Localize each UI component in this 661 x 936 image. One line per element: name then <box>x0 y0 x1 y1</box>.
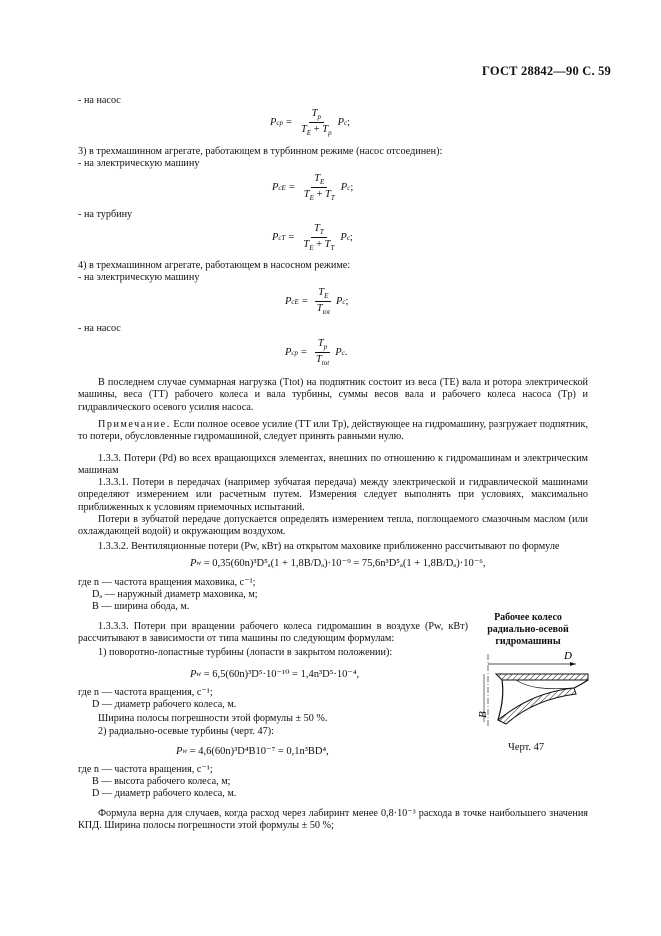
text-line: - на турбину <box>78 209 133 220</box>
text-line: - на насос <box>78 323 121 334</box>
text-line: Ширина полосы погрешности этой формулы ± 50 %. <box>98 713 328 724</box>
text-line: 2) радиально-осевые турбины (черт. 47): <box>98 726 274 737</box>
formula-pct: P cT = $\frac{T_T}{T_E + T_T}$ P c ; <box>272 223 353 253</box>
figure-caption: Черт. 47 <box>508 742 545 753</box>
gear-paragraph: Потери в зубчатой передаче допускается определять измерением тепла, поглощаемого смазочным маслом (или охлаждающей водой) и окружающим воздухом. <box>78 514 588 538</box>
section-1-3-3-1: 1.3.3.1. Потери в передачах (например зубчатая передача) между электрической и гидравлической машинами определяют измерением или расчетным путем. Измерения следует выполнять при условиях, максимально приближенных к условиям приемочных испытаний. <box>78 477 588 513</box>
blade-inlet <box>498 680 503 720</box>
text-line: - на электрическую машину <box>78 272 200 283</box>
paragraph-last-case: В последнем случае суммарная нагрузка (Ttot) на подпятник состоит из веса (TE) вала и ротора электрической машины, веса (TT) рабочего колеса и вала турбины, суммы весов вала и рабочего колеса насоса (Tp) и гидравлического осевого усилия насоса. <box>78 377 588 413</box>
section-1-3-3: 1.3.3. Потери (Pd) во всех вращающихся элементах, внешних по отношению к гидромашинам и электрическим машинам <box>78 453 588 477</box>
blade-curve <box>516 680 574 689</box>
blade-outlet <box>574 680 588 688</box>
label-d: D <box>564 650 572 662</box>
where-line: где n — частота вращения, с⁻¹; <box>78 764 213 775</box>
text-line: - на насос <box>78 95 121 106</box>
formula-pw-flywheel: P w = 0,35(60n)³D⁵ₐ(1 + 1,8B/Dₐ)·10⁻⁹ = 75,6n³D⁵ₐ(1 + 1,8B/Dₐ)·10⁻⁶, <box>190 557 486 569</box>
runner-band <box>498 688 576 724</box>
figure-title: Рабочее колесо радиально-осевой гидромашины <box>487 612 569 647</box>
label-b: B <box>477 711 489 718</box>
formula-pce-1: P cE = $\frac{T_E}{T_E + T_T}$ P c ; <box>272 173 354 203</box>
section-1-3-3-3: 1.3.3.3. Потери при вращении рабочего колеса гидромашин в воздухе (Pw, кВт) рассчитывают в зависимости от типа машины по следующим формулам: <box>78 621 468 645</box>
text-line: 1) поворотно-лопастные турбины (лопасти в закрытом положении): <box>98 647 393 658</box>
where-line: Dₐ — наружный диаметр маховика, м; <box>92 589 258 600</box>
note-text: Если полное осевое усилие (TT или Tp), действующее на гидромашину, разгружает подпятник, то потери, обусловленные гидромашиной, следует принять равными нулю. <box>78 419 589 443</box>
text-line: - на электрическую машину <box>78 158 200 169</box>
where-line: B — ширина обода, м. <box>92 601 190 612</box>
where-line: B — высота рабочего колеса, м; <box>92 776 231 787</box>
where-line: где n — частота вращения, с⁻¹; <box>78 687 213 698</box>
text-line: 4) в трехмашинном агрегате, работающем в насосном режиме: <box>78 260 351 271</box>
where-line: где n — частота вращения маховика, с⁻¹; <box>78 577 256 588</box>
note-label: Примечание. <box>98 419 171 430</box>
formula-pce-2: P cE = $\frac{T_E}{T_{tot}}$ P c ; <box>285 287 349 317</box>
formula-pcp-2: P cp = $\frac{T_p}{T_{tot}}$ P c . <box>285 338 348 368</box>
page-header: ГОСТ 28842—90 С. 59 <box>482 64 611 78</box>
note-paragraph <box>78 419 588 444</box>
runner-crown <box>496 674 588 680</box>
section-1-3-3-2: 1.3.3.2. Вентиляционные потери (Pw, кВт) на открытом маховике приближенно рассчитывают по формуле <box>98 541 560 552</box>
formula-pw-kaplan: P w = 6,5(60n)³D⁵·10⁻¹⁰ = 1,4n³D⁵·10⁻⁴, <box>190 668 360 680</box>
formula-note: Формула верна для случаев, когда расход через лабиринт менее 0,8·10⁻³ расхода в точке наибольшего значения КПД. Ширина полосы погрешности этой формулы ± 50 %; <box>78 808 588 832</box>
arrow-d <box>570 662 576 666</box>
formula-pw-francis: P w = 4,6(60n)³D⁴B10⁻⁷ = 0,1n³BD⁴, <box>176 745 329 757</box>
where-line: D — диаметр рабочего колеса, м. <box>92 788 237 799</box>
where-line: D — диаметр рабочего колеса, м. <box>92 699 237 710</box>
formula-pcp-1: P cp = $\frac{T_p}{T_E + T_p}$ P c ; <box>270 108 351 138</box>
runner-drawing <box>476 648 596 730</box>
text-line: 3) в трехмашинном агрегате, работающем в турбинном режиме (насос отсоединен): <box>78 146 443 157</box>
